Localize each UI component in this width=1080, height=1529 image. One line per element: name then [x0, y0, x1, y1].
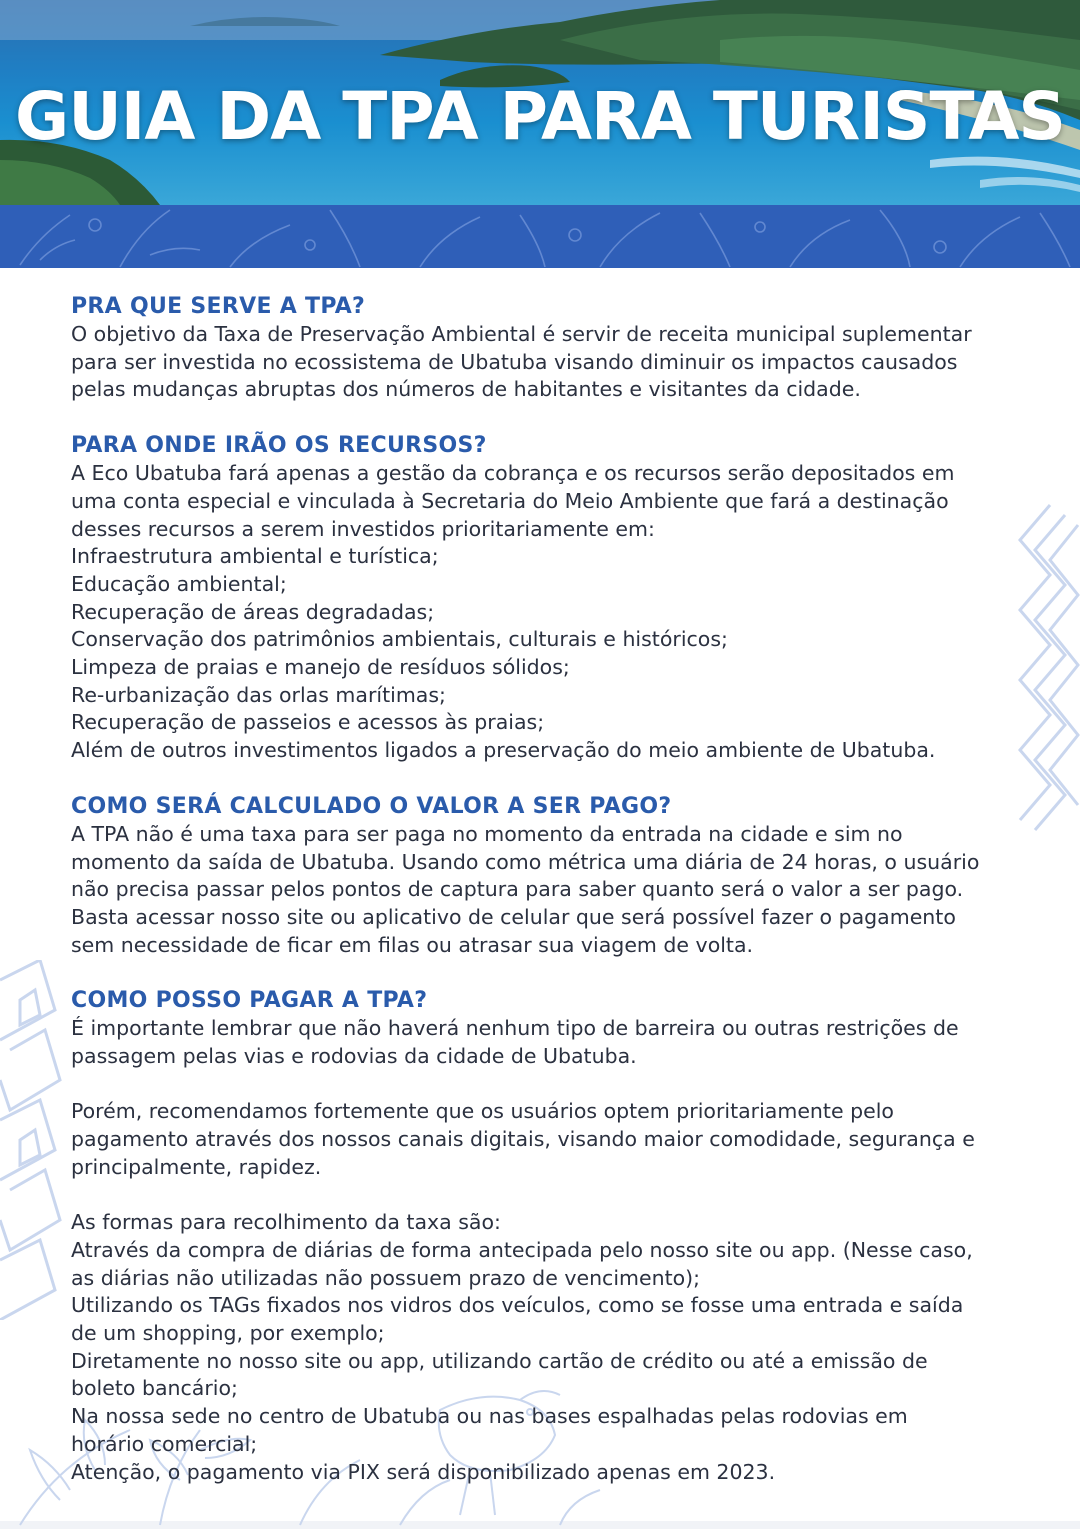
- list-item: as diárias não utilizadas não possuem prazo de vencimento);: [71, 1265, 701, 1290]
- list-item: Utilizando os TAGs fixados nos vidros dos veículos, como se fosse uma entrada e saída: [71, 1293, 964, 1318]
- text-line: momento da saída de Ubatuba. Usando como métrica uma diária de 24 horas, o usuário: [71, 849, 980, 874]
- document-body: [71, 292, 1021, 1513]
- list-item: Atenção, o pagamento via PIX será disponibilizado apenas em 2023.: [71, 1459, 776, 1484]
- text-line: desses recursos a serem investidos prioritariamente em:: [71, 516, 655, 541]
- section-text: [71, 1209, 1021, 1486]
- list-item: Limpeza de praias e manejo de resíduos sólidos;: [71, 655, 570, 680]
- list-item: Na nossa sede no centro de Ubatuba ou nas bases espalhadas pelas rodovias em: [71, 1404, 908, 1429]
- header-banner: [0, 0, 1080, 268]
- section-text: [71, 321, 1021, 404]
- section-text: [71, 821, 1021, 960]
- list-item: boleto bancário;: [71, 1376, 238, 1401]
- list-item: Conservação dos patrimônios ambientais, culturais e históricos;: [71, 627, 728, 652]
- list-item: Re-urbanização das orlas marítimas;: [71, 682, 446, 707]
- section-resources: [71, 431, 1021, 765]
- list-item: Educação ambiental;: [71, 571, 287, 596]
- section-text: [71, 1098, 1021, 1181]
- list-item: de um shopping, por exemplo;: [71, 1321, 385, 1346]
- text-line: A TPA não é uma taxa para ser paga no momento da entrada na cidade e sim no: [71, 821, 903, 846]
- decorative-band: [0, 205, 1080, 268]
- list-item: horário comercial;: [71, 1431, 258, 1456]
- leaf-pattern: [0, 205, 1080, 268]
- list-item: Através da compra de diárias de forma antecipada pelo nosso site ou app. (Nesse caso,: [71, 1237, 973, 1262]
- text-line: pelas mudanças abruptas dos números de habitantes e visitantes da cidade.: [71, 377, 861, 402]
- diamond-pattern-decoration: [0, 960, 70, 1320]
- text-line: para ser investida no ecossistema de Ubatuba visando diminuir os impactos causados: [71, 349, 958, 374]
- section-text: [71, 1015, 1021, 1070]
- text-line: É importante lembrar que não haverá nenhum tipo de barreira ou outras restrições de: [71, 1016, 959, 1041]
- section-heading: PARA ONDE IRÃO OS RECURSOS?: [71, 433, 487, 459]
- page-title: GUIA DA TPA PARA TURISTAS: [15, 78, 1065, 155]
- section-heading: COMO POSSO PAGAR A TPA?: [71, 988, 428, 1014]
- section-text: [71, 460, 1021, 765]
- list-item: Além de outros investimentos ligados a preservação do meio ambiente de Ubatuba.: [71, 738, 936, 763]
- text-line: As formas para recolhimento da taxa são:: [71, 1210, 501, 1235]
- list-item: Recuperação de áreas degradadas;: [71, 599, 435, 624]
- list-item: Infraestrutura ambiental e turística;: [71, 544, 439, 569]
- text-line: Basta acessar nosso site ou aplicativo de celular que será possível fazer o pagamento: [71, 904, 956, 929]
- section-purpose: [71, 292, 1021, 404]
- text-line: Porém, recomendamos fortemente que os usuários optem prioritariamente pelo: [71, 1099, 894, 1124]
- section-calculation: [71, 792, 1021, 960]
- text-line: O objetivo da Taxa de Preservação Ambiental é servir de receita municipal suplementar: [71, 322, 972, 346]
- list-item: Diretamente no nosso site ou app, utilizando cartão de crédito ou até a emissão de: [71, 1348, 928, 1373]
- section-heading: COMO SERÁ CALCULADO O VALOR A SER PAGO?: [71, 793, 672, 819]
- text-line: pagamento através dos nossos canais digitais, visando maior comodidade, segurança e: [71, 1127, 975, 1152]
- section-payment: [71, 986, 1021, 1486]
- section-heading: PRA QUE SERVE A TPA?: [71, 294, 366, 319]
- text-line: A Eco Ubatuba fará apenas a gestão da cobrança e os recursos serão depositados em: [71, 461, 955, 486]
- list-item: Recuperação de passeios e acessos às praias;: [71, 710, 545, 735]
- text-line: uma conta especial e vinculada à Secretaria do Meio Ambiente que fará a destinação: [71, 488, 949, 513]
- text-line: não precisa passar pelos pontos de captura para saber quanto será o valor a ser pago.: [71, 877, 964, 902]
- text-line: sem necessidade de ficar em filas ou atrasar sua viagem de volta.: [71, 932, 754, 957]
- text-line: principalmente, rapidez.: [71, 1154, 322, 1179]
- text-line: passagem pelas vias e rodovias da cidade de Ubatuba.: [71, 1044, 637, 1069]
